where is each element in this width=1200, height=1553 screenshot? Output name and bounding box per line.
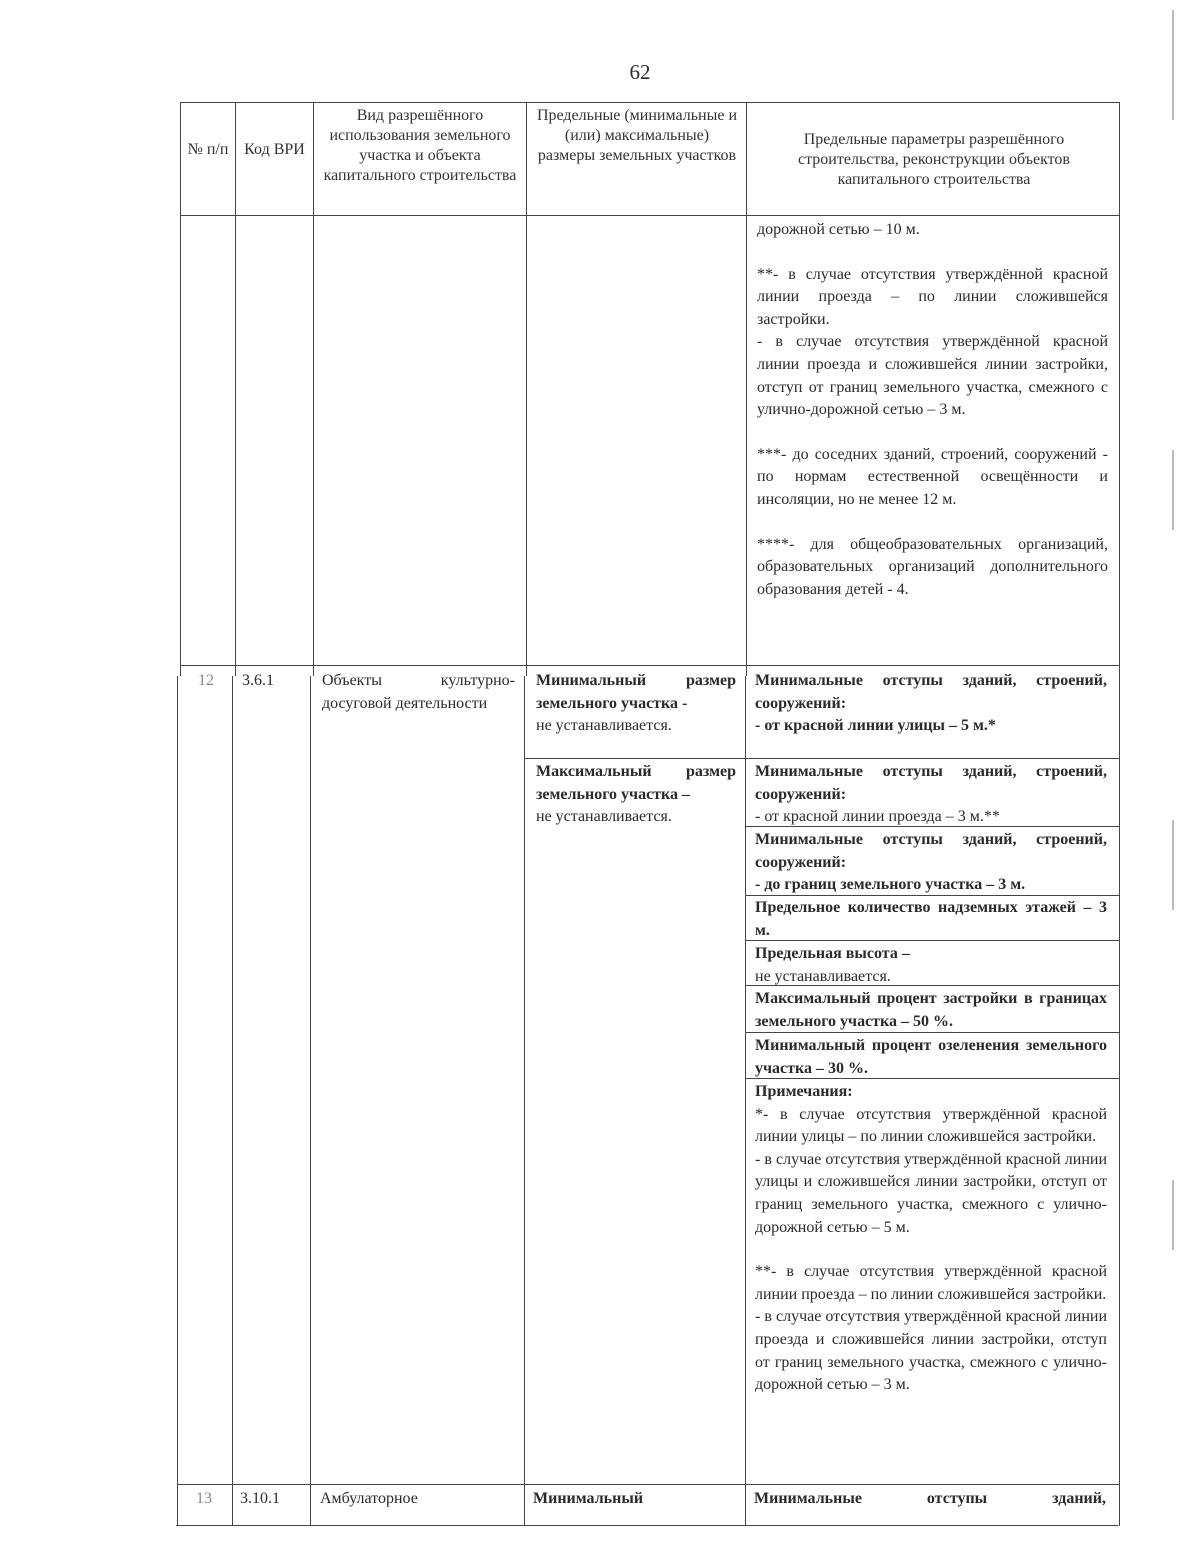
continued-note: дорожной сетью – 10 м.	[757, 221, 920, 238]
row-code: 3.6.1	[242, 672, 274, 689]
min-size-value: не устанавливается.	[536, 717, 672, 735]
param-min-setback-boundary	[755, 829, 1107, 897]
min-size-label: Минимальный размер земельного участка -	[536, 672, 736, 712]
header-code: Код ВРИ	[244, 141, 305, 158]
notes-title: Примечания:	[755, 1083, 853, 1100]
note: - в случае отсутствия утверждённой красной линии улицы и сложившейся линии застройки, отступ от границ земельного участка, смежного с улично-дорожной сетью – 5 м.	[755, 1150, 1107, 1236]
continued-note: **- в случае отсутствия утверждённой красной линии проезда – по линии сложившейся застройки.	[757, 265, 1108, 328]
param-value: - от красной линии проезда – 3 м.**	[755, 808, 1000, 826]
header-parameters: Предельные параметры разрешённого строительства, реконструкции объектов капитального строительства	[798, 131, 1070, 188]
row-number: 12	[198, 672, 214, 689]
header-use-type: Вид разрешённого использования земельного участка и объекта капитального строительства	[323, 107, 517, 184]
page-number: 62	[629, 60, 651, 84]
scan-edge-mark	[1172, 10, 1174, 120]
param-min-greening	[755, 1035, 1107, 1080]
note: - в случае отсутствия утверждённой красной линии проезда и сложившейся линии застройки, отступ от границ земельного участка, смежного с улично-дорожной сетью – 3 м.	[755, 1308, 1107, 1394]
continued-notes	[757, 219, 1108, 601]
continued-note: - в случае отсутствия утверждённой красной линии проезда и сложившейся линии застройки, отступ от границ земельного участка, смежного с улично-дорожной сетью – 3 м.	[757, 333, 1108, 419]
row-use-type: Амбулаторное	[320, 1490, 418, 1507]
param-min-setback-driveway	[755, 761, 1107, 829]
row-code: 3.10.1	[240, 1490, 280, 1507]
max-size-label: Максимальный размер земельного участка –	[536, 763, 736, 803]
header-number: № п/п	[187, 141, 229, 158]
param-value: - до границ земельного участка – 3 м.	[755, 876, 1026, 894]
param-max-floors	[755, 897, 1107, 942]
scan-edge-mark	[1172, 820, 1174, 910]
param-value: не устанавливается.	[755, 967, 891, 985]
param-title: Максимальный процент застройки в границах земельного участка – 50 %.	[755, 990, 1107, 1030]
row-notes	[755, 1081, 1107, 1397]
continued-note: ****- для общеобразовательных организаций, образовательных организаций дополнительного образования детей - 4.	[757, 535, 1108, 598]
param-value: - от красной линии улицы – 5 м.*	[755, 717, 996, 735]
continued-note: ***- до соседних зданий, строений, сооружений - по нормам естественной освещённости и инсоляции, но не менее 12 м.	[757, 445, 1108, 508]
row-use-type: Объекты культурно-досуговой деятельности	[322, 672, 515, 712]
param-title: Минимальные отступы зданий, строений, сооружений:	[755, 763, 1107, 803]
min-plot-size	[536, 670, 736, 738]
min-plot-size: Минимальный	[533, 1490, 644, 1507]
note: **- в случае отсутствия утверждённой красной линии проезда – по линии сложившейся застройки.	[755, 1263, 1107, 1303]
scan-edge-mark	[1172, 1180, 1174, 1250]
param-title: Предельная высота –	[755, 945, 910, 962]
row-number: 13	[196, 1490, 212, 1507]
param-title: Предельное количество надземных этажей – 3 м.	[755, 899, 1107, 939]
scan-edge-mark	[1172, 450, 1174, 530]
param-title: Минимальные отступы зданий, строений, сооружений:	[755, 672, 1107, 712]
param-min-setback: Минимальные отступы зданий,	[754, 1490, 1106, 1507]
param-max-coverage	[755, 988, 1107, 1033]
param-min-setback-street	[755, 670, 1107, 738]
max-size-value: не устанавливается.	[536, 808, 672, 826]
header-plot-size: Предельные (минимальные и (или) максимальные) размеры земельных участков	[536, 107, 738, 164]
param-title: Минимальные отступы зданий, строений, сооружений:	[755, 831, 1107, 871]
max-plot-size	[536, 761, 736, 829]
param-max-height	[755, 943, 1107, 988]
note: *- в случае отсутствия утверждённой красной линии улицы – по линии сложившейся застройки.	[755, 1105, 1107, 1146]
param-title: Минимальный процент озеленения земельного участка – 30 %.	[755, 1037, 1107, 1077]
